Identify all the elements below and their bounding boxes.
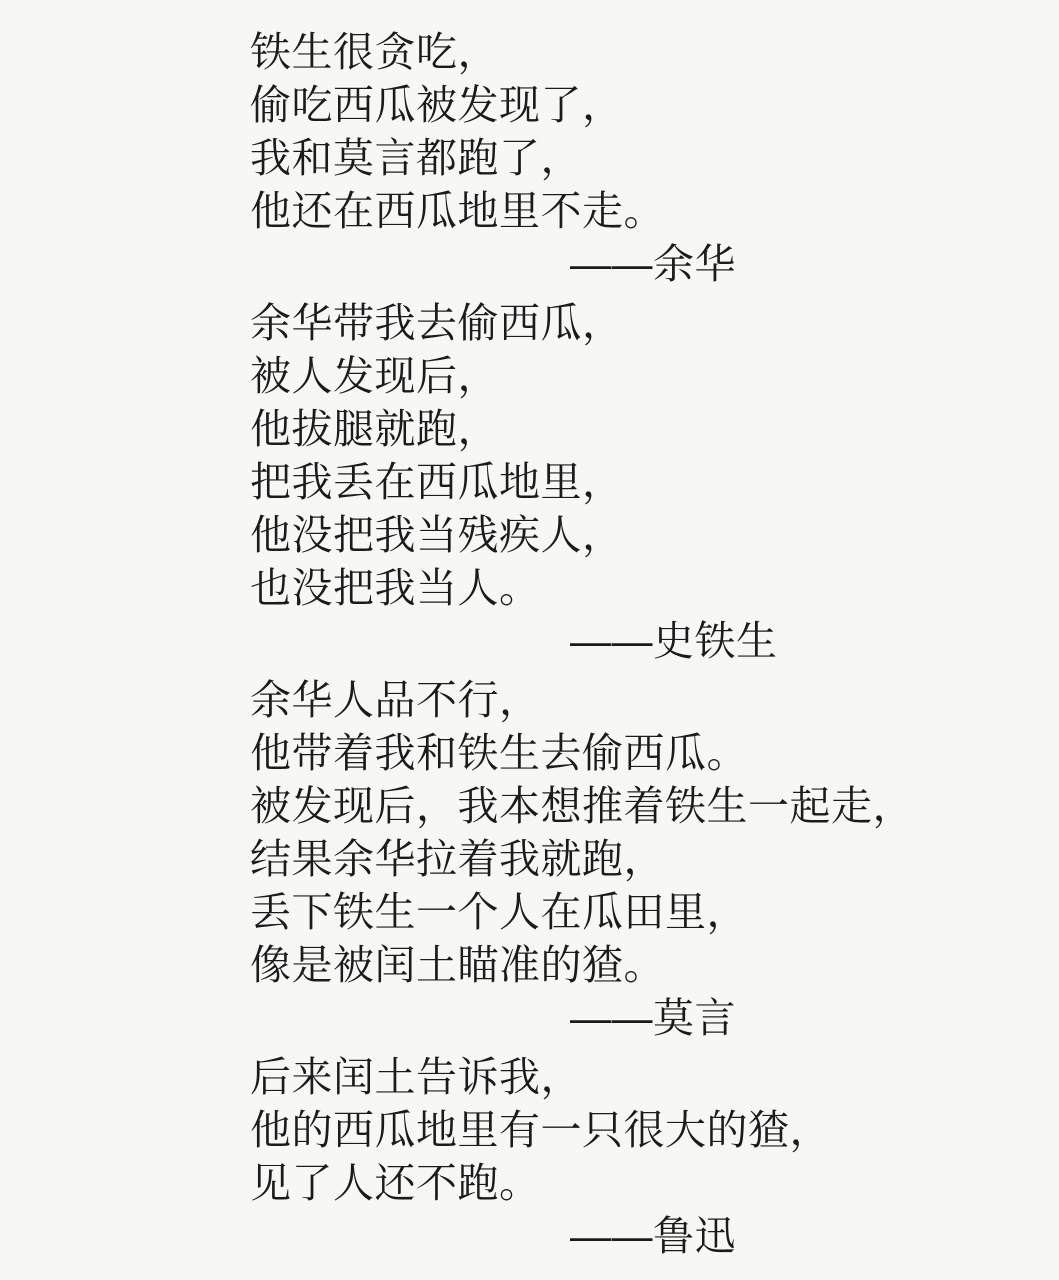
quote-line: 把我丢在西瓜地里， [250,459,624,505]
quote-line: 他拔腿就跑， [250,406,499,452]
quote-line: 也没把我当人。 [250,565,541,611]
quote-block-shitiesheng [250,297,1010,668]
quote-block-luxun [250,1051,1010,1263]
quote-line: 他还在西瓜地里不走。 [250,188,665,234]
quote-line: 结果余华拉着我就跑， [250,836,665,882]
quote-attribution: ——鲁迅 [570,1213,736,1259]
quote-attribution: ——莫言 [570,995,736,1041]
quote-content [250,26,1010,1263]
quote-line: 余华人品不行， [250,677,541,723]
quote-line: 被人发现后， [250,353,499,399]
quote-line: 铁生很贪吃， [250,29,499,75]
quote-line: 被发现后，我本想推着铁生一起走， [250,783,914,829]
quote-attribution: ——史铁生 [570,618,778,664]
quote-line: 像是被闰土瞄准的猹。 [250,942,665,988]
quote-line: 他带着我和铁生去偷西瓜。 [250,730,748,776]
quote-line: 我和莫言都跑了， [250,135,582,181]
quote-line: 见了人还不跑。 [250,1160,541,1206]
quote-block-moyan [250,674,1010,1045]
quote-line: 后来闰土告诉我， [250,1054,582,1100]
quote-line: 余华带我去偷西瓜， [250,300,624,346]
quote-line: 他的西瓜地里有一只很大的猹， [250,1107,831,1153]
quote-attribution: ——余华 [570,241,736,287]
quote-block-yuhua [250,26,1010,291]
quote-line: 丢下铁生一个人在瓜田里， [250,889,748,935]
quote-line: 他没把我当残疾人， [250,512,624,558]
quote-line: 偷吃西瓜被发现了， [250,82,624,128]
